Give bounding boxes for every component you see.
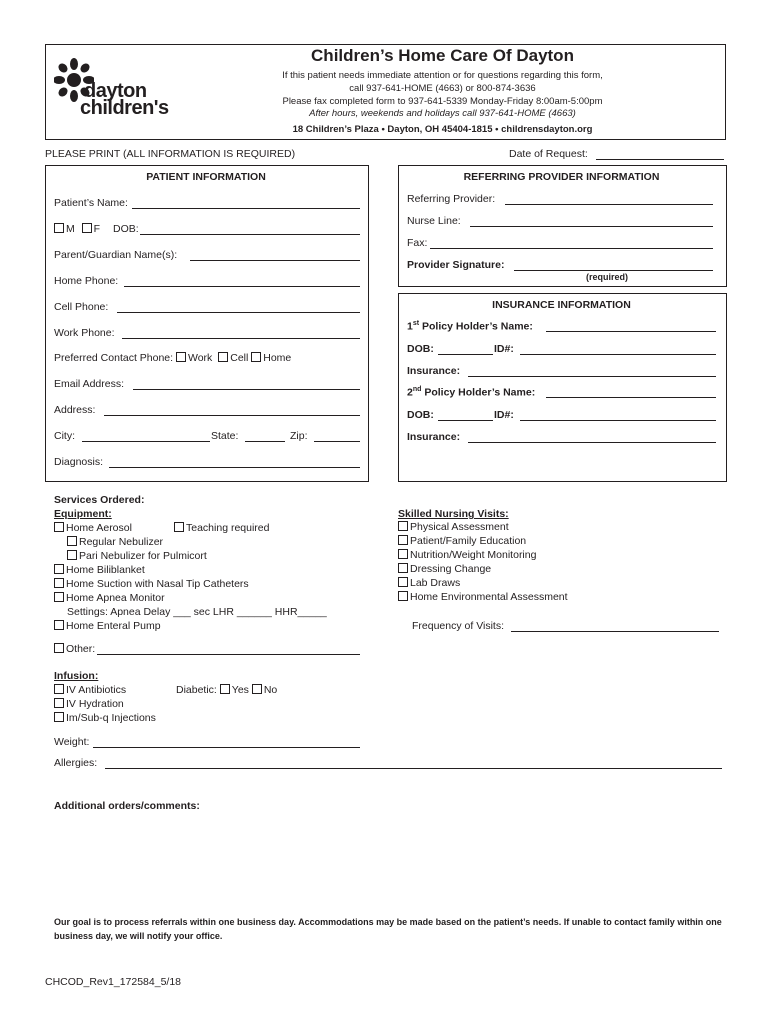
sex-dob-row — [54, 223, 139, 235]
policy-holder-1-field[interactable] — [546, 331, 716, 332]
guardian-label: Parent/Guardian Name(s): — [54, 249, 178, 261]
family-education-checkbox[interactable] — [398, 535, 408, 545]
zip-field[interactable] — [314, 441, 360, 442]
suction-item: Home Suction with Nasal Tip Catheters — [54, 578, 249, 590]
patient-info-box — [45, 165, 369, 482]
pref-work-label: Work — [188, 352, 213, 364]
apnea-settings[interactable]: Settings: Apnea Delay ___ sec LHR ______ HHR_____ — [67, 606, 327, 618]
referring-provider-title: REFERRING PROVIDER INFORMATION — [463, 171, 660, 183]
iv-hydration-checkbox[interactable] — [54, 698, 64, 708]
regular-nebulizer-checkbox[interactable] — [67, 536, 77, 546]
pref-work-checkbox[interactable] — [176, 352, 186, 362]
id-2-field[interactable] — [520, 420, 716, 421]
id-1-field[interactable] — [520, 354, 716, 355]
diabetic-yes-label: Yes — [231, 684, 249, 696]
diabetic-label: Diabetic: — [176, 684, 217, 696]
regular-nebulizer-item: Regular Nebulizer — [67, 536, 163, 548]
home-aerosol-checkbox[interactable] — [54, 522, 64, 532]
email-field[interactable] — [133, 389, 360, 390]
equipment-title: Equipment: — [54, 508, 112, 520]
diabetic-no-checkbox[interactable] — [252, 684, 262, 694]
referring-provider-field[interactable] — [505, 204, 713, 205]
date-of-request-field[interactable] — [596, 159, 724, 160]
dob-label: DOB: — [113, 223, 139, 235]
guardian-field[interactable] — [190, 260, 360, 261]
diabetic-yes-checkbox[interactable] — [220, 684, 230, 694]
nutrition-checkbox[interactable] — [398, 549, 408, 559]
email-label: Email Address: — [54, 378, 125, 390]
infusion-title: Infusion: — [54, 670, 99, 682]
lab-draws-checkbox[interactable] — [398, 577, 408, 587]
cell-phone-label: Cell Phone: — [54, 301, 109, 313]
diabetic-no-label: No — [263, 684, 278, 696]
teaching-item: Teaching required — [174, 522, 269, 534]
family-education-item: Patient/Family Education — [398, 535, 526, 547]
goal-note: Our goal is to process referrals within one business day. Accommodations may be made based on the patient’s needs. If unable to contact family within one business day, we will notify your office. — [54, 917, 722, 941]
insurance-1-field[interactable] — [468, 376, 716, 377]
policy-holder-2-field[interactable] — [546, 397, 716, 398]
logo-word-dayton: dayton — [84, 80, 147, 102]
female-checkbox[interactable] — [82, 223, 92, 233]
insurance-2-field[interactable] — [468, 442, 716, 443]
policy-holder-2-label: 2nd Policy Holder’s Name: — [407, 386, 536, 399]
header-line-3: Please fax completed form to 937-641-5339 Monday-Friday 8:00am-5:00pm — [282, 96, 603, 107]
policy-holder-1-label: 1st Policy Holder’s Name: — [407, 320, 533, 333]
pref-home-checkbox[interactable] — [251, 352, 261, 362]
dressing-change-checkbox[interactable] — [398, 563, 408, 573]
weight-label: Weight: — [54, 736, 90, 748]
home-phone-label: Home Phone: — [54, 275, 119, 287]
work-phone-field[interactable] — [122, 338, 360, 339]
teaching-checkbox[interactable] — [174, 522, 184, 532]
dressing-change-item: Dressing Change — [398, 563, 491, 575]
header-address: 18 Children’s Plaza • Dayton, OH 45404-1815 • childrensdayton.org — [292, 124, 593, 135]
lab-draws-item: Lab Draws — [398, 577, 460, 589]
other-item: Other: — [54, 643, 95, 655]
environment-item: Home Environmental Assessment — [398, 591, 568, 603]
provider-signature-label: Provider Signature: — [407, 259, 505, 271]
dob-1-label: DOB: — [407, 343, 434, 355]
im-sub-checkbox[interactable] — [54, 712, 64, 722]
frequency-label: Frequency of Visits: — [412, 620, 505, 632]
female-label: F — [93, 223, 101, 235]
address-field[interactable] — [104, 415, 360, 416]
work-phone-label: Work Phone: — [54, 327, 115, 339]
date-of-request-label: Date of Request: — [509, 148, 588, 160]
referring-provider-label: Referring Provider: — [407, 193, 496, 205]
diabetic-row — [176, 684, 277, 696]
state-label: State: — [211, 430, 239, 442]
footer-code: CHCOD_Rev1_172584_5/18 — [45, 976, 182, 988]
insurance-title: INSURANCE INFORMATION — [492, 299, 631, 311]
id-1-label: ID#: — [494, 343, 514, 355]
nurse-line-field[interactable] — [470, 226, 713, 227]
pref-cell-label: Cell — [230, 352, 249, 364]
header-line-4: After hours, weekends and holidays call 937-641-HOME (4663) — [309, 108, 576, 119]
preferred-contact-row — [54, 352, 291, 364]
weight-field[interactable] — [93, 747, 360, 748]
id-2-label: ID#: — [494, 409, 514, 421]
suction-checkbox[interactable] — [54, 578, 64, 588]
other-field[interactable] — [97, 654, 360, 655]
insurance-1-label: Insurance: — [407, 365, 461, 377]
pari-nebulizer-item: Pari Nebulizer for Pulmicort — [67, 550, 207, 562]
state-field[interactable] — [245, 441, 285, 442]
enteral-pump-item: Home Enteral Pump — [54, 620, 161, 632]
biliblanket-checkbox[interactable] — [54, 564, 64, 574]
environment-checkbox[interactable] — [398, 591, 408, 601]
male-label: M — [66, 223, 75, 235]
biliblanket-item: Home Biliblanket — [54, 564, 145, 576]
preferred-contact-label: Preferred Contact Phone: — [54, 352, 174, 364]
print-note: PLEASE PRINT (ALL INFORMATION IS REQUIRED) — [45, 148, 296, 160]
allergies-field[interactable] — [105, 768, 722, 769]
nurse-line-label: Nurse Line: — [407, 215, 461, 227]
cell-phone-field[interactable] — [117, 312, 360, 313]
city-field[interactable] — [82, 441, 210, 442]
fax-label: Fax: — [407, 237, 428, 249]
services-title: Services Ordered: — [54, 494, 145, 506]
dob-2-field[interactable] — [438, 420, 493, 421]
patient-info-title: PATIENT INFORMATION — [146, 171, 266, 183]
required-note: (required) — [586, 272, 629, 282]
enteral-pump-checkbox[interactable] — [54, 620, 64, 630]
home-aerosol-item: Home Aerosol — [54, 522, 132, 534]
other-checkbox[interactable] — [54, 643, 64, 653]
diagnosis-label: Diagnosis: — [54, 456, 104, 468]
apnea-monitor-checkbox[interactable] — [54, 592, 64, 602]
iv-hydration-item: IV Hydration — [54, 698, 124, 710]
nursing-title: Skilled Nursing Visits: — [398, 508, 509, 520]
allergies-label: Allergies: — [54, 757, 98, 769]
physical-assessment-checkbox[interactable] — [398, 521, 408, 531]
frequency-field[interactable] — [511, 631, 719, 632]
apnea-monitor-item: Home Apnea Monitor — [54, 592, 165, 604]
city-label: City: — [54, 430, 75, 442]
fax-field[interactable] — [430, 248, 713, 249]
dob-2-label: DOB: — [407, 409, 434, 421]
iv-antibiotics-checkbox[interactable] — [54, 684, 64, 694]
dob-1-field[interactable] — [438, 354, 493, 355]
logo-word-childrens: children's — [80, 97, 169, 119]
form-title: Children’s Home Care Of Dayton — [311, 46, 574, 65]
header-line-1: If this patient needs immediate attention or for questions regarding this form, — [282, 70, 603, 81]
diagnosis-field[interactable] — [109, 467, 360, 468]
header-line-2: call 937-641-HOME (4663) or 800-874-3636 — [349, 83, 536, 94]
patient-name-field[interactable] — [132, 208, 360, 209]
iv-antibiotics-item: IV Antibiotics — [54, 684, 126, 696]
provider-signature-field[interactable] — [514, 270, 713, 271]
home-phone-field[interactable] — [124, 286, 360, 287]
im-sub-item: Im/Sub-q Injections — [54, 712, 156, 724]
logo — [54, 58, 169, 120]
male-checkbox[interactable] — [54, 223, 64, 233]
comments-area[interactable] — [54, 816, 722, 906]
dob-field[interactable] — [140, 234, 360, 235]
address-label: Address: — [54, 404, 96, 416]
comments-label: Additional orders/comments: — [54, 800, 200, 812]
pref-home-label: Home — [263, 352, 292, 364]
patient-name-label: Patient’s Name: — [54, 197, 128, 209]
pref-cell-checkbox[interactable] — [218, 352, 228, 362]
zip-label: Zip: — [290, 430, 308, 442]
pari-nebulizer-checkbox[interactable] — [67, 550, 77, 560]
insurance-2-label: Insurance: — [407, 431, 461, 443]
nutrition-item: Nutrition/Weight Monitoring — [398, 549, 536, 561]
physical-assessment-item: Physical Assessment — [398, 521, 509, 533]
